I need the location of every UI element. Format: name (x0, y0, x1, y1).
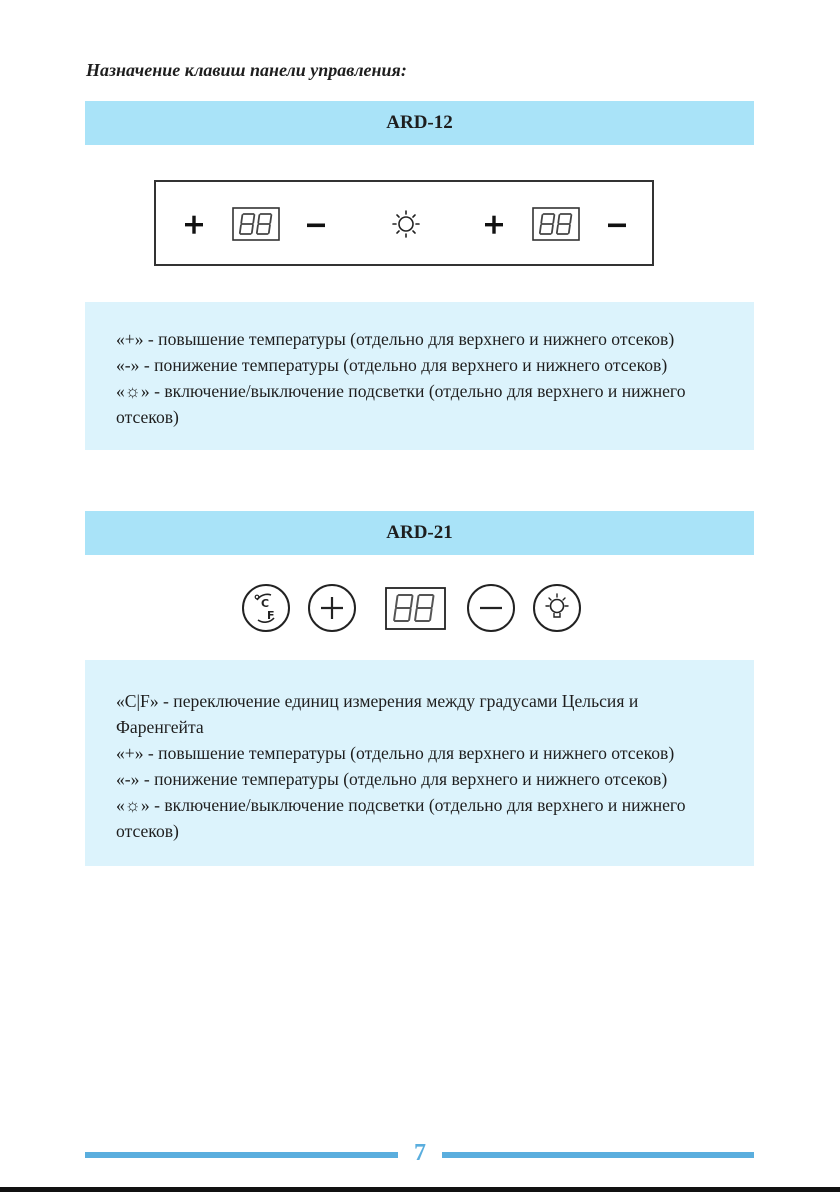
page-bottom-edge (0, 1187, 840, 1192)
page-heading: Назначение клавиш панели управления: (86, 60, 407, 80)
description-line: «C|F» - переключение единиц измерения между градусами Цельсия и (116, 691, 639, 711)
svg-text:F: F (267, 609, 275, 622)
description-line: отсеков) (116, 407, 179, 427)
footer-rule-right (442, 1152, 754, 1158)
description-line: «-» - понижение температуры (отдельно для верхнего и нижнего отсеков) (116, 769, 668, 789)
description-line: «-» - понижение температуры (отдельно для верхнего и нижнего отсеков) (116, 355, 668, 375)
model-title: ARD-12 (386, 112, 453, 133)
page-number: 7 (414, 1140, 426, 1166)
description-line: «+» - повышение температуры (отдельно для верхнего и нижнего отсеков) (116, 743, 675, 763)
model-band-ard12 (85, 101, 754, 145)
celsius-fahrenheit-icon (243, 585, 289, 631)
model-title: ARD-21 (386, 522, 453, 543)
control-panel-ard12 (154, 180, 654, 266)
description-line: «☼» - включение/выключение подсветки (отдельно для верхнего и нижнего (116, 381, 686, 401)
model-band-ard21 (85, 511, 754, 555)
description-box-ard12 (85, 302, 754, 450)
display-88-icon (533, 208, 579, 240)
description-line: «+» - повышение температуры (отдельно для верхнего и нижнего отсеков) (116, 329, 675, 349)
display-88-icon (233, 208, 279, 240)
control-panel-ard21 (236, 578, 588, 640)
description-line: Фаренгейта (116, 717, 204, 737)
control-panel-drawing (156, 182, 652, 264)
plus-circle-icon (309, 585, 355, 631)
plus-icon (185, 216, 203, 234)
sun-icon (393, 211, 419, 237)
footer-rule-left (85, 1152, 398, 1158)
lightbulb-icon (534, 585, 580, 631)
minus-icon (608, 224, 626, 228)
description-box-ard21 (85, 660, 754, 866)
display-88-icon (386, 588, 445, 629)
description-line: «☼» - включение/выключение подсветки (отдельно для верхнего и нижнего (116, 795, 686, 815)
description-line: отсеков) (116, 821, 179, 841)
minus-circle-icon (468, 585, 514, 631)
svg-text:C: C (261, 597, 270, 610)
minus-icon (307, 224, 325, 228)
plus-icon (485, 216, 503, 234)
